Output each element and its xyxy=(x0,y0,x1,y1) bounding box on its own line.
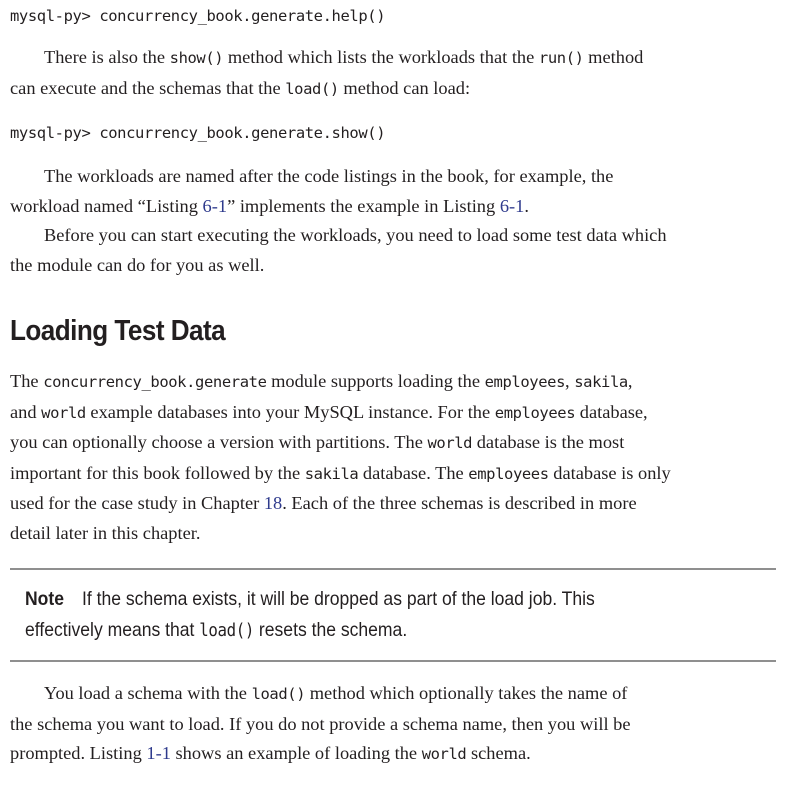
listing-link-6-1[interactable]: 6-1 xyxy=(202,195,228,216)
text-line: used for the case study in Chapter 18. Each of the three schemas is described in more xyxy=(10,493,637,513)
inline-code: sakila xyxy=(574,373,628,391)
paragraph-module-support xyxy=(10,367,795,548)
paragraph-show-method xyxy=(10,43,795,104)
inline-code: show() xyxy=(169,49,224,67)
text-line: prompted. Listing 1-1 shows an example of loading the world schema. xyxy=(10,743,531,763)
inline-code: load() xyxy=(251,685,306,703)
text-line: You load a schema with the load() method which optionally takes the name of xyxy=(44,683,628,703)
chapter-link-18[interactable]: 18 xyxy=(263,493,283,513)
text-line: The workloads are named after the code listings in the book, for example, the xyxy=(44,166,614,186)
text-line: you can optionally choose a version with partitions. The world database is the most xyxy=(10,432,625,452)
listing-link-1-1[interactable]: 1-1 xyxy=(146,743,171,763)
code-line-show: mysql-py> concurrency_book.generate.show() xyxy=(10,124,386,142)
section-heading: Loading Test Data xyxy=(10,315,226,347)
inline-code: load() xyxy=(199,621,255,641)
inline-code: sakila xyxy=(304,464,359,483)
note-label: Note xyxy=(25,588,65,610)
inline-code: load() xyxy=(285,79,339,98)
text-line: workload named “Listing 6-1” implements the example in Listing 6-1. xyxy=(10,195,529,216)
paragraph-workload-names xyxy=(10,162,795,221)
note-top-rule xyxy=(10,568,776,570)
paragraph-load-test-data xyxy=(10,221,795,280)
text-line: important for this book followed by the sakila database. The employees database is only xyxy=(10,462,671,483)
inline-code: world xyxy=(421,745,467,763)
note-line: effectively means that load() resets the schema. xyxy=(25,619,408,641)
inline-code: run() xyxy=(538,49,584,67)
text-line: the module can do for you as well. xyxy=(10,254,265,275)
inline-code: employees xyxy=(468,464,549,483)
text-line: The concurrency_book.generate module supports loading the employees, sakila, xyxy=(10,371,633,391)
inline-code: world xyxy=(41,403,86,422)
note-line: Note If the schema exists, it will be dropped as part of the load job. This xyxy=(25,588,595,610)
note-bottom-rule xyxy=(10,660,776,662)
text-line: and world example databases into your MySQL instance. For the employees database, xyxy=(10,401,648,422)
code-line-help: mysql-py> concurrency_book.generate.help() xyxy=(10,7,386,25)
paragraph-load-method xyxy=(10,679,795,770)
inline-code: employees xyxy=(494,403,576,422)
note-box xyxy=(25,584,785,647)
text-line: the schema you want to load. If you do not provide a schema name, then you will be xyxy=(10,713,631,734)
text-line: Before you can start executing the workloads, you need to load some test data which xyxy=(44,225,667,245)
inline-code: world xyxy=(427,434,473,452)
listing-link-6-1[interactable]: 6-1 xyxy=(499,195,525,216)
text-line: detail later in this chapter. xyxy=(10,522,201,543)
inline-code: concurrency_book.generate xyxy=(43,373,267,391)
text-line: There is also the show() method which lists the workloads that the run() method xyxy=(44,47,644,67)
text-line: can execute and the schemas that the load() method can load: xyxy=(10,77,471,98)
inline-code: employees xyxy=(484,373,566,391)
